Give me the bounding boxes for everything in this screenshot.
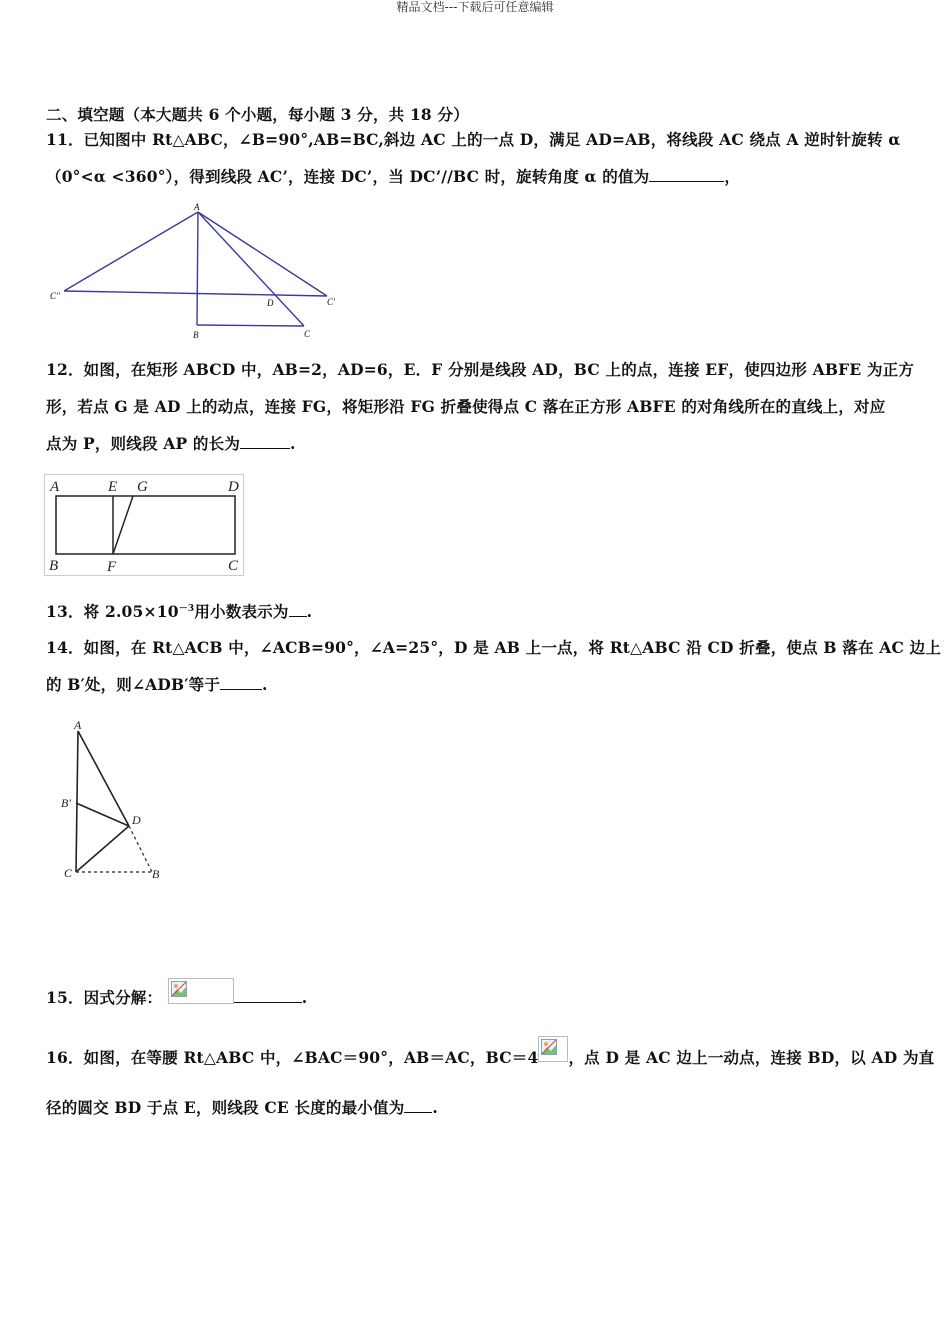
q13-suffix: 用小数表示为: [194, 602, 289, 621]
segment-BC: [197, 325, 304, 326]
label-C: C: [64, 866, 73, 880]
q11-figure: [44, 200, 344, 342]
answer-blank: [240, 434, 290, 449]
label-B: B: [152, 867, 160, 881]
q14-line1: 14．如图，在 Rt△ACB 中，∠ACB=90°，∠A=25°，D 是 AB 上一点，将 Rt△ABC 沿 CD 折叠，使点 B 落在 AC 边上: [46, 638, 942, 657]
q13-line: [46, 600, 312, 622]
q11-text: （0°<α <360°），得到线段 AC’，连接 DC’，当 DC’//BC 时，旋转角度 α 的值为: [46, 167, 650, 186]
segment-AB: [197, 212, 198, 325]
dashed-DB: [129, 826, 152, 872]
q16-text-b: ，点 D 是 AC 边上一动点，连接 BD，以 AD 为直: [568, 1048, 935, 1067]
q12-line2: 形，若点 G 是 AD 上的动点，连接 FG，将矩形沿 FG 折叠使得点 C 落在正方形 ABFE 的对角线所在的直线上，对应: [46, 397, 886, 416]
label-E: E: [108, 479, 118, 495]
answer-blank: [404, 1098, 432, 1113]
q16-text: 径的圆交 BD 于点 E，则线段 CE 长度的最小值为: [46, 1098, 405, 1117]
q12-line1: 12．如图，在矩形 ABCD 中，AB=2，AD=6，E．F 分别是线段 AD，BC 上的点，连接 EF，使四边形 ABFE 为正方: [46, 360, 915, 379]
label-D: D: [132, 813, 141, 827]
q11-line2: [46, 165, 740, 187]
q12-text: 点为 P，则线段 AP 的长为: [46, 434, 241, 453]
q16-line1: [46, 1046, 934, 1072]
page-header: 精品文档---下载后可任意编辑: [396, 0, 554, 14]
answer-blank: [649, 167, 724, 182]
label-D: D: [228, 479, 239, 495]
label-B-prime: B′: [61, 796, 71, 810]
q12-tail: .: [290, 434, 296, 453]
q13-exponent: －3: [178, 603, 195, 614]
q15-tail: .: [301, 988, 308, 1007]
q11-line1: 11．已知图中 Rt△ABC，∠B=90°,AB=BC,斜边 AC 上的一点 D，满足 AD=AB，将线段 AC 绕点 A 逆时针旋转 α: [46, 130, 901, 149]
segment-C2C1: [64, 291, 327, 296]
broken-image-icon: [168, 978, 234, 1004]
q14-text: 的 B′处，则∠ADB′等于: [46, 675, 221, 694]
label-A: A: [50, 479, 60, 495]
segment-AC1: [198, 212, 327, 296]
segment-FG: [113, 496, 133, 554]
image-placeholder-icon: [541, 1039, 557, 1055]
label-C2: C'': [50, 291, 60, 301]
broken-image-icon: [538, 1036, 568, 1062]
q13-tail: .: [306, 602, 313, 621]
section-title: 二、填空题（本大题共 6 个小题，每小题 3 分，共 18 分）: [46, 105, 469, 124]
segment-AC: [76, 731, 78, 872]
label-G: G: [137, 479, 148, 495]
q13-prefix: 13．将 2.05×10: [46, 602, 179, 621]
q14-figure: [56, 718, 168, 886]
label-D: D: [267, 298, 274, 308]
label-C: C: [228, 558, 239, 574]
answer-blank: [289, 602, 307, 617]
q11-tail: ，: [724, 167, 741, 186]
segment-AC2: [64, 212, 198, 291]
label-C: C: [304, 329, 311, 339]
segment-B1D: [76, 803, 129, 826]
label-A: A: [74, 718, 82, 732]
q12-figure: [44, 474, 246, 578]
label-B: B: [49, 558, 59, 574]
q15-prefix: 15．因式分解：: [46, 988, 163, 1007]
segment-AD: [78, 731, 129, 826]
q14-tail: .: [262, 675, 268, 694]
label-C1: C': [327, 297, 335, 307]
q15-line: [46, 986, 307, 1012]
label-A: A: [194, 202, 200, 212]
rectangle-ABCD: [56, 496, 235, 554]
q16-tail: .: [432, 1098, 438, 1117]
label-B: B: [193, 330, 199, 340]
answer-blank: [220, 675, 262, 690]
segment-AC: [198, 212, 304, 326]
answer-blank: [234, 988, 302, 1003]
q16-text-a: 16．如图，在等腰 Rt△ABC 中，∠BAC＝90°，AB＝AC，BC＝4: [46, 1048, 539, 1067]
q12-line3: [46, 432, 296, 454]
image-placeholder-icon: [171, 981, 187, 997]
segment-CD: [76, 826, 129, 872]
q14-line2: [46, 673, 268, 695]
label-F: F: [107, 559, 117, 575]
q16-line2: [46, 1096, 438, 1118]
